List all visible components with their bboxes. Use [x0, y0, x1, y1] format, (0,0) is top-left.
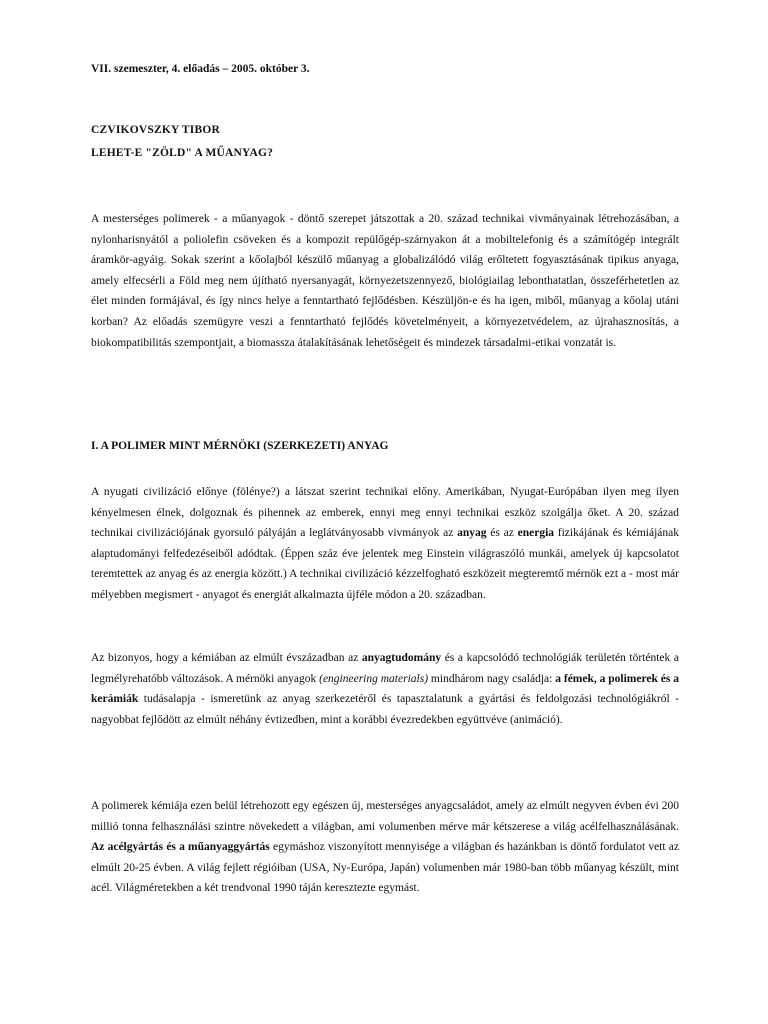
author-name: CZVIKOVSZKY TIBOR [91, 124, 220, 136]
bold-term-anyagtudomany: anyagtudomány [361, 652, 442, 664]
bold-term-anyag: anyag [457, 527, 487, 540]
document-title: LEHET-E "ZÖLD" A MŰANYAG? [91, 147, 274, 159]
lecture-line: VII. szemeszter, 4. előadás – 2005. október 3. [91, 63, 310, 75]
paragraph-materials-science [91, 648, 679, 730]
bold-term-material-families: a fémek, a polimerek és a kerámiák [91, 672, 680, 706]
text-run: A polimerek kémiája ezen belül létrehozott egy egészen új, mesterséges anyagcsaládot, amely az elmúlt negyven évben évi 200 millió tonna felhasználási szintre növekedett a világban, ami volumenben mérve már kétszerese a világ acélfelhasználásának. [91, 800, 679, 833]
text-run: A nyugati civilizáció előnye (fölénye?) a látszat szerint technikai előny. Amerikában, Nyugat-Európában ilyen meg ilyen kényelmesen élnek, dolgoznak és pihennek az emberek, ennyi meg ennyi technikai eszköz szolgálja őket. A 20. század technikai civilizációjának gyorsuló pályáján a leglátványosabb vivmányok az [91, 486, 679, 540]
text-run: és a kapcsolódó technológiák területén történtek a legmélyrehatóbb változások. A mérnöki anyagok [91, 652, 679, 685]
text-run: Az bizonyos, hogy a kémiában az elmúlt évszázadban az [91, 652, 362, 664]
text-run: fizikájának és kémiájának alaptudományi felfedezéseiből adódtak. (Éppen száz éve jelentek meg Einstein világraszóló munkái, amelyek új kapcsolatot teremtettek az anyag és az energia között.) A technikai civilizáció kézzelfogható eszközeit megteremtő mérnök ezt a - most már mélyebben megismert - anyagot és energiát alkalmazta újféle módon a 20. században. [91, 527, 679, 601]
text-run: egymáshoz viszonyított mennyisége a világban és hazánkban is döntő fordulatot vett az elmúlt 20-25 évben. A világ fejlett régióiban (USA, Ny-Európa, Japán) volumenben már 1980-ban több műanyag készült, mint acél. Világméretekben a két trendvonal 1990 táján keresztezte egymást. [91, 841, 679, 895]
bold-term-steel-plastic: Az acélgyártás és a műanyaggyártás [91, 841, 270, 854]
paragraph-polymer-production [91, 796, 679, 899]
paragraph-civilization [91, 482, 679, 606]
italic-term-engineering-materials: (engineering materials) [319, 672, 429, 685]
bold-term-energia: energia [517, 527, 555, 540]
section-heading: I. A POLIMER MINT MÉRNÖKI (SZERKEZETI) ANYAG [91, 440, 389, 452]
text-run: tudásalapja - ismeretünk az anyag szerkezetéről és tapasztalatunk a gyártási és feldolgozási technológiákról - nagyobbat fejlődött az elmúlt néhány évtizedben, mint a korábbi évezredekben együttvéve (animáció). [91, 693, 679, 726]
intro-paragraph: A mesterséges polimerek - a műanyagok - döntő szerepet játszottak a 20. század technikai vivmányainak létrehozásában, a nylonharisnyától a poliolefin csöveken és a kompozit repülőgép-szárnyakon át a mobiltelefonig és a számítógép integrált áramkör-agyáig. Sokak szerint a kőolajból készülő műanyag a globalizálódó világ erőltetett fogyasztásának tipikus anyaga, amely elfecsérli a Föld meg nem újítható nyersanyagát, környezetszennyező, biológiailag lebonthatatlan, összeférhetetlen az élet minden formájával, és így nincs helye a fenntartható fejlődésben. Készüljön-e és ha igen, miből, műanyag a kőolaj utáni korban? Az előadás szemügyre veszi a fenntartható fejlődés követelményeit, a környezetvédelem, az újrahasznosítás, a biokompatibilitás szempontjait, a biomassza átalakításának lehetőségeit és mindezek társadalmi-etikai vonzatát is. [91, 213, 679, 349]
text-run: és az [486, 527, 518, 540]
text-run: mindhárom nagy családja: [428, 672, 556, 685]
